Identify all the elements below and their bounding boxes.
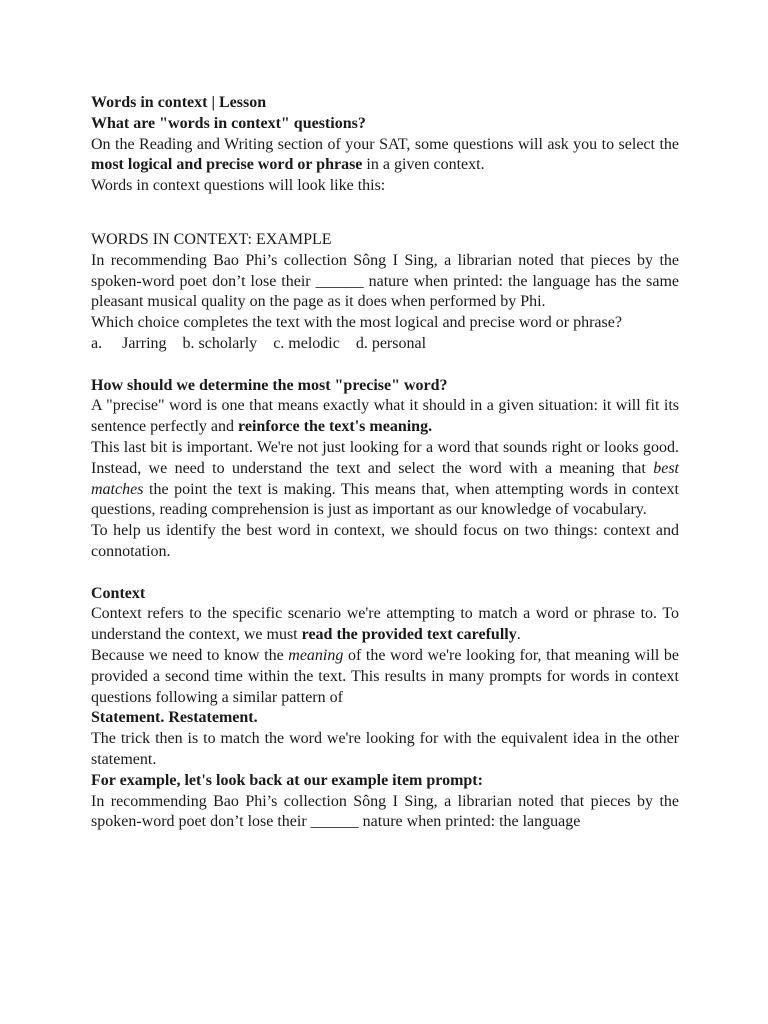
intro-paragraph-2: Words in context questions will look like this: <box>91 177 386 195</box>
precise-text: A "precise" word is one that means exactly what it should in a given situation: it will fit its sentence perfectly and <box>91 397 679 436</box>
context-text-2-end: of the word we're looking for, that meaning will be provided a second time within the text. This results in many prompts for words in context questions following a similar pattern of <box>91 646 679 706</box>
context-paragraph-2 <box>91 646 679 708</box>
precise-text-2-end: the point the text is making. This means that, when attempting words in context questions, reading comprehension is just as important as our knowledge of vocabulary. <box>91 480 679 519</box>
context-italic: meaning <box>288 646 344 664</box>
context-heading: Context <box>91 584 146 602</box>
pattern-label: Statement. Restatement. <box>91 709 258 727</box>
precise-italic: best matches <box>91 459 679 498</box>
intro-emphasis: most logical and precise word or phrase <box>91 156 363 174</box>
choice-c: c. melodic <box>273 334 340 352</box>
example-lookback-heading: For example, let's look back at our example item prompt: <box>91 771 483 789</box>
context-paragraph-3: The trick then is to match the word we're looking for with the equivalent idea in the other statement. <box>91 730 679 768</box>
context-text-end: . <box>516 626 521 644</box>
intro-paragraph <box>91 135 679 177</box>
context-emphasis: read the provided text carefully <box>301 626 517 644</box>
choice-b: b. scholarly <box>182 334 258 352</box>
intro-text-end: in a given context. <box>362 156 485 174</box>
example-heading: WORDS IN CONTEXT: EXAMPLE <box>91 230 332 248</box>
spacer <box>91 355 679 376</box>
precise-text-2: This last bit is important. We're not just looking for a word that sounds right or looks good. Instead, we need to understand the text and select the word with a meaning that <box>91 438 679 477</box>
example-passage: In recommending Bao Phi’s collection Sông I Sing, a librarian noted that pieces by the spoken-word poet don’t lose their ______ nature when printed: the language has the same pleasant musical quality on the page as it does when performed by Phi. <box>91 251 679 311</box>
choice-d: d. personal <box>355 334 427 352</box>
precise-paragraph-1 <box>91 396 679 438</box>
intro-text: On the Reading and Writing section of your SAT, some questions will ask you to select the <box>91 135 679 153</box>
choice-a: a. Jarring <box>91 334 167 352</box>
precise-paragraph-3: To help us identify the best word in context, we should focus on two things: context and connotation. <box>91 522 679 560</box>
example-lookback-passage: In recommending Bao Phi’s collection Sông I Sing, a librarian noted that pieces by the spoken-word poet don’t lose their ______ nature when printed: the language <box>91 792 679 831</box>
precise-paragraph-2 <box>91 438 679 521</box>
answer-choices <box>91 334 679 355</box>
lesson-title: Words in context | Lesson <box>91 94 267 111</box>
context-text-2: Because we need to know the <box>91 646 289 664</box>
context-text: Context refers to the specific scenario we're attempting to match a word or phrase to. To understand the context, we must <box>91 605 679 644</box>
precise-emphasis: reinforce the text's meaning. <box>238 418 433 436</box>
spacer <box>91 563 679 584</box>
spacer <box>91 197 679 230</box>
precise-heading: How should we determine the most "precise" word? <box>91 376 448 394</box>
question-heading: What are "words in context" questions? <box>91 114 366 132</box>
example-question: Which choice completes the text with the most logical and precise word or phrase? <box>91 314 622 332</box>
context-paragraph-1 <box>91 604 679 646</box>
